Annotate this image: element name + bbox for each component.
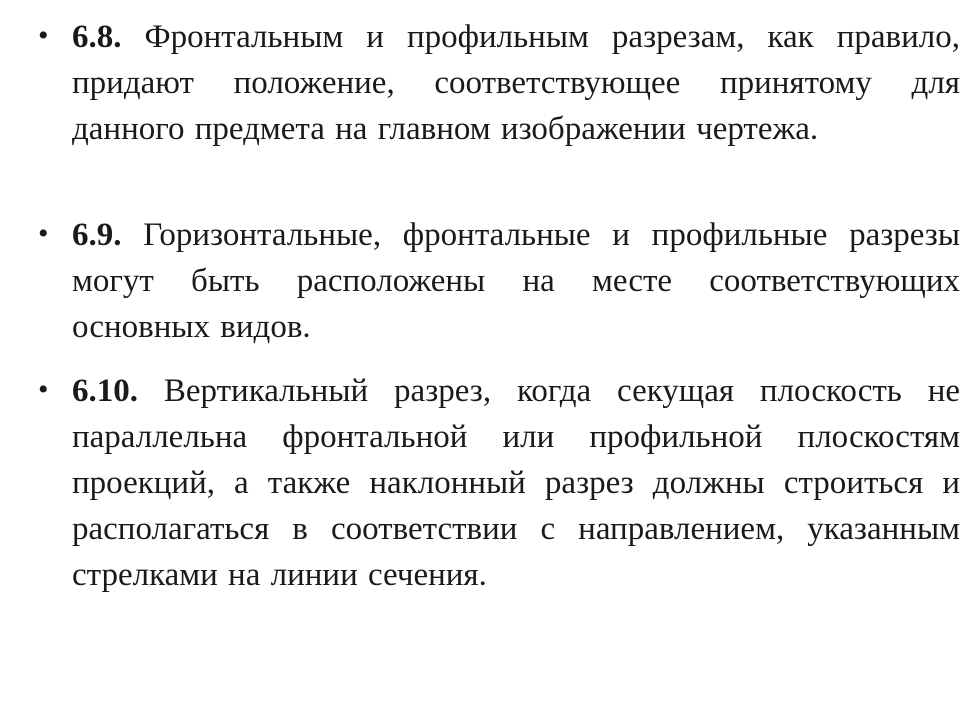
item-body: Фронтальным и профильным разрезам, как правило, придают положение, соответствующее принятому для данного предмета на главном изображении чертежа. xyxy=(72,19,960,147)
bullet-icon: • xyxy=(38,373,49,406)
item-number: 6.8. xyxy=(72,19,145,55)
item-text xyxy=(72,212,960,350)
item-body: Вертикальный разрез, когда секущая плоскость не параллельна фронтальной или профильной плоскостям проекций, а также наклонный разрез должны строиться и располагаться в соответствии с направлением, указанным стрелками на линии сечения. xyxy=(72,373,960,593)
bullet-icon: • xyxy=(38,217,49,250)
item-body: Горизонтальные, фронтальные и профильные разрезы могут быть расположены на месте соответствующих основных видов. xyxy=(72,217,960,345)
item-number: 6.10. xyxy=(72,373,164,409)
item-text xyxy=(72,14,960,152)
item-number: 6.9. xyxy=(72,217,144,253)
bullet-icon: • xyxy=(38,19,49,52)
item-text xyxy=(72,368,960,598)
